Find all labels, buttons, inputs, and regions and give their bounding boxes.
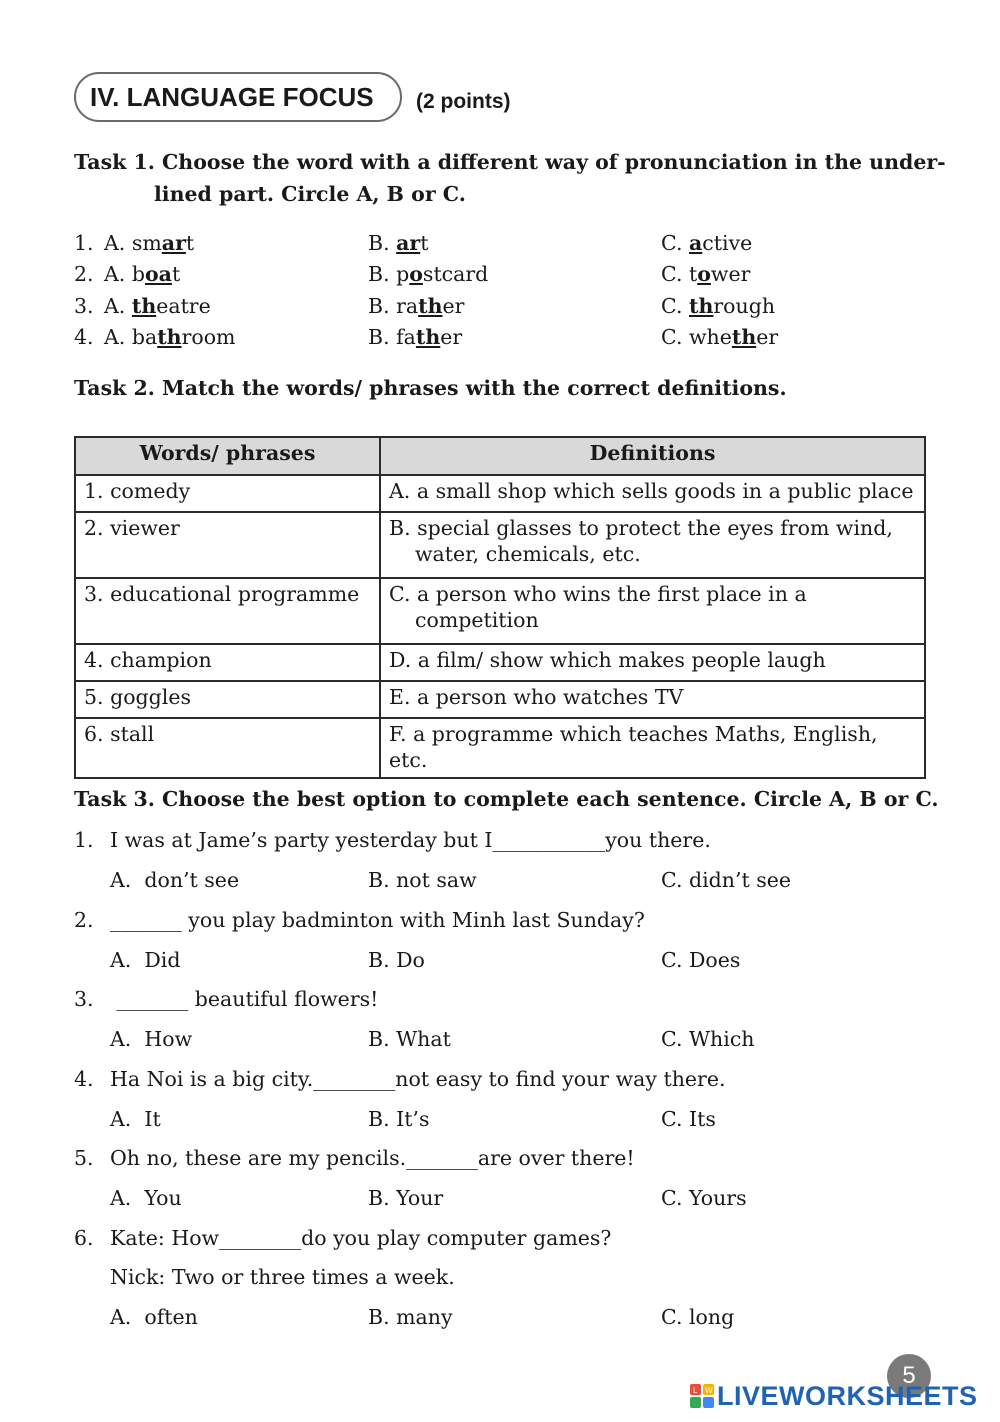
task1-item-number: 4. — [74, 325, 94, 349]
logo-mark-letter-l: L — [693, 1386, 698, 1395]
definition-text: B. special glasses to protect the eyes from wind, — [389, 516, 893, 540]
answer-option-b[interactable]: B. It’s — [368, 1107, 430, 1131]
definition-text: C. a person who wins the first place in a — [389, 582, 807, 606]
task1-option-b[interactable] — [368, 259, 488, 290]
page-number: 5 — [887, 1354, 931, 1398]
task1-option-a[interactable] — [104, 228, 194, 259]
matching-table — [74, 436, 926, 779]
definition-text-cont: water, chemicals, etc. — [415, 542, 641, 566]
option-text: ctive — [702, 231, 753, 255]
underlined-part: oa — [144, 262, 172, 286]
answer-option-a[interactable]: A. often — [110, 1305, 198, 1329]
table-row — [75, 578, 925, 644]
task1-option-c[interactable] — [661, 259, 750, 290]
logo-mark-letter-w: W — [705, 1386, 713, 1395]
words-column-header: Words/ phrases — [75, 437, 380, 475]
task1-item-number: 1. — [74, 231, 94, 255]
definition-text-cont: competition — [415, 608, 539, 632]
option-text: wer — [710, 262, 751, 286]
task1-option-b[interactable] — [368, 322, 462, 353]
option-text: eatre — [156, 294, 211, 318]
question-number: 4. — [74, 1067, 94, 1091]
word-cell: 3. educational programme — [75, 578, 380, 644]
definition-text: E. a person who watches TV — [389, 685, 684, 709]
table-row — [75, 681, 925, 718]
task1-option-a[interactable] — [104, 291, 211, 322]
option-text: B. — [368, 231, 397, 255]
word-cell: 4. champion — [75, 644, 380, 681]
task1-option-a[interactable] — [104, 259, 180, 290]
task1-option-c[interactable] — [661, 228, 752, 259]
task1-item-number: 3. — [74, 294, 94, 318]
definition-cell — [380, 718, 925, 778]
option-text: B. ra — [368, 294, 419, 318]
answer-option-c[interactable]: C. Which — [661, 1027, 755, 1051]
underlined-part: o — [697, 262, 711, 286]
option-text: C. — [661, 231, 689, 255]
question-number: 5. — [74, 1146, 94, 1170]
answer-option-b[interactable]: B. Your — [368, 1186, 444, 1210]
option-text: stcard — [422, 262, 489, 286]
option-text: B. p — [368, 262, 410, 286]
question-number: 6. — [74, 1226, 94, 1250]
liveworksheets-logo-icon — [690, 1384, 714, 1408]
answer-option-c[interactable]: C. long — [661, 1305, 735, 1329]
answer-option-b[interactable]: B. What — [368, 1027, 451, 1051]
word-cell: 2. viewer — [75, 512, 380, 578]
underlined-part: a — [689, 231, 703, 255]
question-text: Kate: How________do you play computer games? — [110, 1226, 612, 1250]
option-text: rough — [713, 294, 776, 318]
answer-option-a[interactable]: A. It — [110, 1107, 161, 1131]
underlined-part: th — [731, 325, 757, 349]
task1-option-b[interactable] — [368, 291, 464, 322]
answer-option-b[interactable]: B. not saw — [368, 868, 477, 892]
question-number: 1. — [74, 828, 94, 852]
task1-option-c[interactable] — [661, 291, 775, 322]
answer-option-c[interactable]: C. Does — [661, 948, 741, 972]
option-text: er — [442, 294, 465, 318]
answer-option-b[interactable]: B. many — [368, 1305, 453, 1329]
definition-cell — [380, 644, 925, 681]
definition-text: F. a programme which teaches Maths, English, etc. — [389, 722, 878, 772]
definition-cell — [380, 475, 925, 512]
underlined-part: th — [415, 325, 441, 349]
option-text: A. sm — [104, 231, 162, 255]
underlined-part: th — [418, 294, 443, 318]
answer-option-a[interactable]: A. don’t see — [110, 868, 240, 892]
underlined-part: th — [157, 325, 182, 349]
table-row — [75, 718, 925, 778]
question-text: _______ you play badminton with Minh last Sunday? — [110, 908, 645, 932]
task1-item-number: 2. — [74, 262, 94, 286]
option-text: er — [440, 325, 463, 349]
option-text: t — [185, 231, 195, 255]
liveworksheets-logo: LIVEWORKSHEETS — [717, 1381, 978, 1411]
word-cell: 6. stall — [75, 718, 380, 778]
word-cell: 1. comedy — [75, 475, 380, 512]
option-text: C. — [661, 294, 689, 318]
question-text-cont: Nick: Two or three times a week. — [110, 1265, 455, 1289]
definition-text: A. a small shop which sells goods in a public place — [389, 479, 914, 503]
table-row — [75, 475, 925, 512]
underlined-part: ar — [161, 231, 186, 255]
section-points: (2 points) — [416, 90, 511, 113]
option-text: er — [756, 325, 779, 349]
question-text: Oh no, these are my pencils._______are over there! — [110, 1146, 635, 1170]
task1-heading-cont: lined part. Circle A, B or C. — [154, 182, 466, 206]
word-cell: 5. goggles — [75, 681, 380, 718]
question-text: I was at Jame’s party yesterday but I___________you there. — [110, 828, 711, 852]
option-text: A. — [104, 294, 132, 318]
table-row — [75, 644, 925, 681]
option-text: B. fa — [368, 325, 416, 349]
definition-cell — [380, 578, 925, 644]
task3-heading: Task 3. Choose the best option to complete each sentence. Circle A, B or C. — [74, 787, 939, 811]
definition-cell — [380, 512, 925, 578]
task2-heading: Task 2. Match the words/ phrases with the correct definitions. — [74, 376, 787, 400]
definition-text: D. a film/ show which makes people laugh — [389, 648, 826, 672]
task1-option-b[interactable] — [368, 228, 428, 259]
option-text: C. whe — [661, 325, 732, 349]
question-number: 2. — [74, 908, 94, 932]
section-title: IV. LANGUAGE FOCUS — [90, 82, 374, 112]
task1-option-c[interactable] — [661, 322, 778, 353]
answer-option-a[interactable]: A. How — [110, 1027, 193, 1051]
answer-option-a[interactable]: A. Did — [110, 948, 181, 972]
question-text: _______ beautiful flowers! — [110, 987, 379, 1011]
option-text: A. ba — [104, 325, 158, 349]
underlined-part: th — [689, 294, 714, 318]
option-text: t — [171, 262, 181, 286]
option-text: t — [420, 231, 429, 255]
answer-option-c[interactable]: C. Yours — [661, 1186, 747, 1210]
underlined-part: ar — [396, 231, 421, 255]
definition-cell — [380, 681, 925, 718]
option-text: room — [181, 325, 236, 349]
option-text: C. t — [661, 262, 698, 286]
definitions-column-header: Definitions — [380, 437, 925, 475]
answer-option-c[interactable]: C. didn’t see — [661, 868, 792, 892]
answer-option-a[interactable]: A. You — [110, 1186, 182, 1210]
task1-heading: Task 1. Choose the word with a different way of pronunciation in the under- — [74, 150, 946, 174]
option-text: A. b — [104, 262, 145, 286]
underlined-part: th — [131, 294, 157, 318]
question-number: 3. — [74, 987, 94, 1011]
task1-option-a[interactable] — [104, 322, 236, 353]
underlined-part: o — [409, 262, 423, 286]
table-row — [75, 512, 925, 578]
answer-option-b[interactable]: B. Do — [368, 948, 425, 972]
question-text: Ha Noi is a big city.________not easy to find your way there. — [110, 1067, 726, 1091]
answer-option-c[interactable]: C. Its — [661, 1107, 716, 1131]
